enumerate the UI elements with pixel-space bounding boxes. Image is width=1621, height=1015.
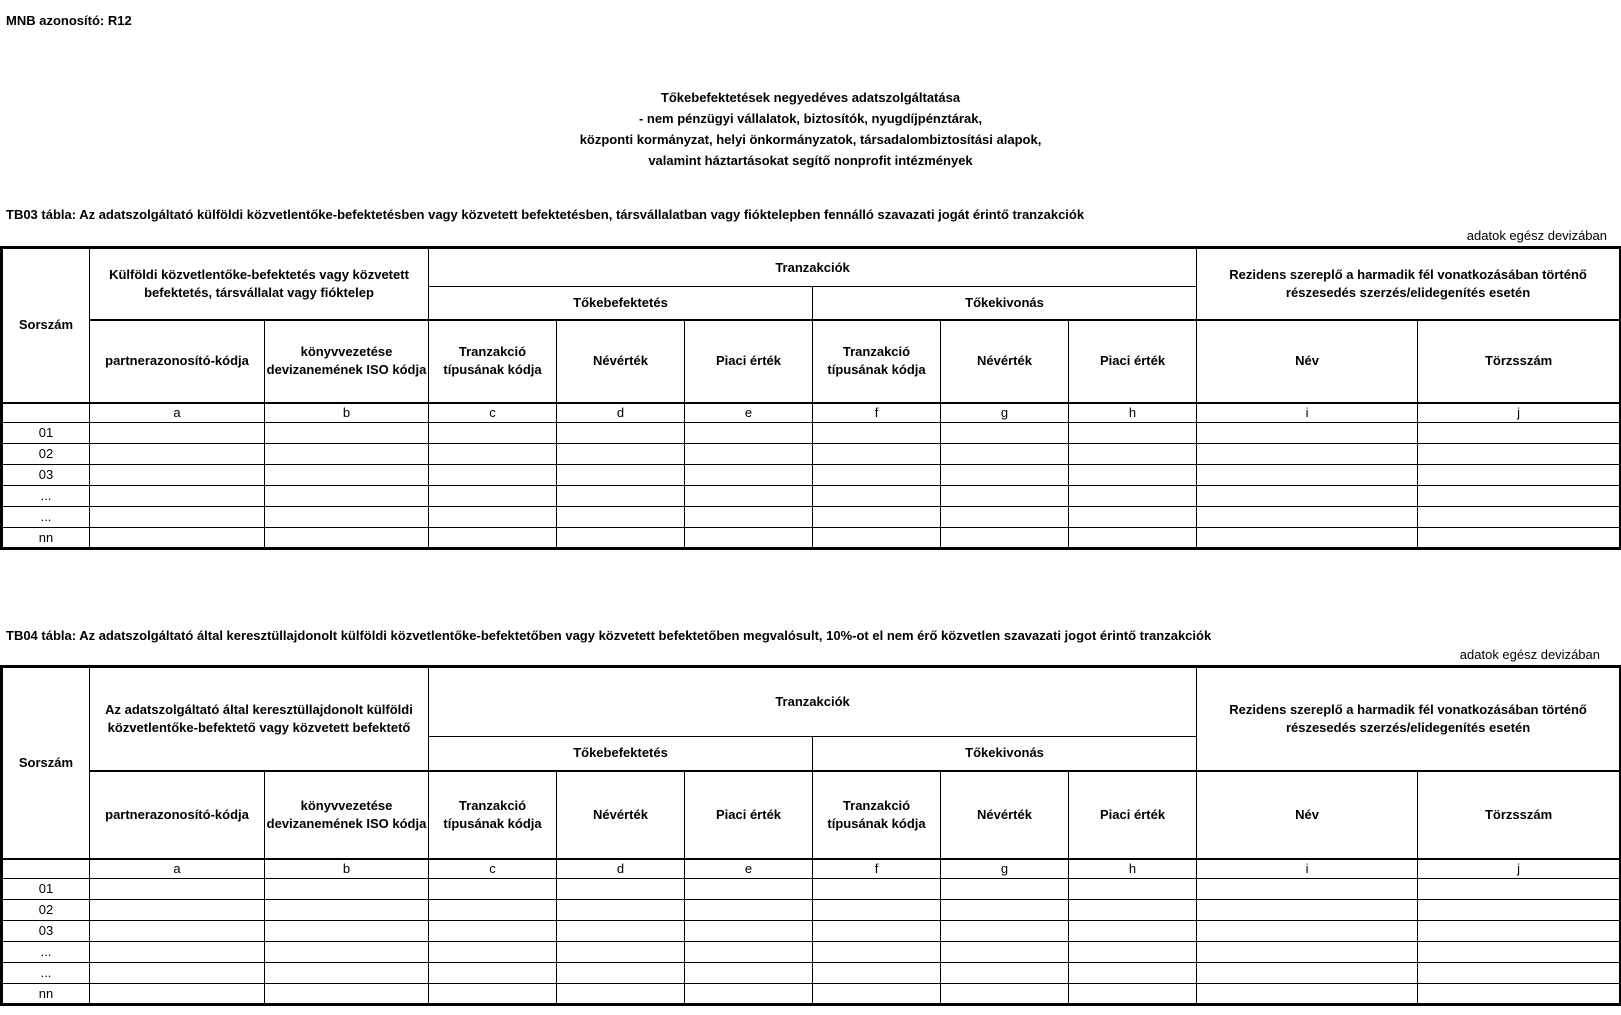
- data-cell[interactable]: [813, 486, 941, 507]
- data-cell[interactable]: [557, 444, 685, 465]
- data-cell[interactable]: [557, 465, 685, 486]
- data-cell[interactable]: [557, 984, 685, 1005]
- row-number: 01: [2, 423, 90, 444]
- col-header-h: Piaci érték: [1069, 771, 1197, 859]
- data-cell[interactable]: [429, 486, 557, 507]
- data-cell[interactable]: [429, 900, 557, 921]
- letter-cell: e: [685, 859, 813, 879]
- row-number: ...: [2, 942, 90, 963]
- data-cell[interactable]: [813, 900, 941, 921]
- col-header-c: Tranzakció típusának kódja: [429, 320, 557, 403]
- data-cell[interactable]: [941, 921, 1069, 942]
- data-cell[interactable]: [1418, 879, 1621, 900]
- data-cell[interactable]: [429, 879, 557, 900]
- data-cell[interactable]: [813, 942, 941, 963]
- col-header-g: Névérték: [941, 771, 1069, 859]
- data-cell[interactable]: [1418, 507, 1621, 528]
- data-cell[interactable]: [1069, 963, 1197, 984]
- data-cell[interactable]: [1069, 444, 1197, 465]
- col-header-c: Tranzakció típusának kódja: [429, 771, 557, 859]
- data-cell[interactable]: [1069, 942, 1197, 963]
- data-cell[interactable]: [813, 465, 941, 486]
- data-cell[interactable]: [941, 444, 1069, 465]
- data-cell[interactable]: [941, 879, 1069, 900]
- letter-cell: [2, 859, 90, 879]
- letter-cell: h: [1069, 859, 1197, 879]
- data-cell[interactable]: [685, 507, 813, 528]
- letter-cell: f: [813, 403, 941, 423]
- data-cell[interactable]: [1418, 942, 1621, 963]
- data-cell[interactable]: [557, 963, 685, 984]
- data-cell[interactable]: [557, 900, 685, 921]
- data-cell[interactable]: [813, 963, 941, 984]
- data-cell[interactable]: [557, 423, 685, 444]
- data-cell[interactable]: [1069, 984, 1197, 1005]
- data-cell[interactable]: [1069, 486, 1197, 507]
- data-cell[interactable]: [429, 921, 557, 942]
- data-cell[interactable]: [1197, 423, 1418, 444]
- tb04-title: TB04 tábla: Az adatszolgáltató által keresztüllajdonolt külföldi közvetlentőke-befektetőben vagy közvetett befektetőben megvalósult, 10%-ot el nem érő közvetlen szavazati jogot érintő tranzakciók: [6, 628, 1212, 643]
- data-cell[interactable]: [941, 465, 1069, 486]
- data-cell[interactable]: [1418, 444, 1621, 465]
- data-cell[interactable]: [557, 921, 685, 942]
- row-number: ...: [2, 507, 90, 528]
- col-header-j: Törzsszám: [1418, 771, 1621, 859]
- data-cell[interactable]: [265, 507, 429, 528]
- data-cell[interactable]: [557, 486, 685, 507]
- data-cell[interactable]: [265, 879, 429, 900]
- data-cell[interactable]: [265, 423, 429, 444]
- data-cell[interactable]: [265, 942, 429, 963]
- data-cell[interactable]: [685, 528, 813, 549]
- letter-cell: f: [813, 859, 941, 879]
- data-cell[interactable]: [685, 444, 813, 465]
- col-header-b: könyvvezetése devizanemének ISO kódja: [265, 320, 429, 403]
- data-cell[interactable]: [265, 921, 429, 942]
- row-number: 01: [2, 879, 90, 900]
- data-cell[interactable]: [813, 984, 941, 1005]
- data-cell[interactable]: [1069, 507, 1197, 528]
- data-cell[interactable]: [941, 423, 1069, 444]
- data-cell[interactable]: [813, 423, 941, 444]
- data-cell[interactable]: [1418, 921, 1621, 942]
- data-cell[interactable]: [813, 921, 941, 942]
- col-header-a: partnerazonosító-kódja: [90, 320, 265, 403]
- sorszam-header: Sorszám: [2, 667, 90, 859]
- data-cell[interactable]: [1197, 921, 1418, 942]
- data-cell[interactable]: [1418, 963, 1621, 984]
- data-cell[interactable]: [90, 921, 265, 942]
- data-cell[interactable]: [813, 528, 941, 549]
- partner-group-header: Az adatszolgáltató által keresztüllajdonolt külföldi közvetlentőke-befektető vagy közvetett befektető: [90, 667, 429, 771]
- data-cell[interactable]: [429, 963, 557, 984]
- data-cell[interactable]: [941, 984, 1069, 1005]
- data-cell[interactable]: [1069, 423, 1197, 444]
- col-header-e: Piaci érték: [685, 771, 813, 859]
- col-header-a: partnerazonosító-kódja: [90, 771, 265, 859]
- data-cell[interactable]: [429, 465, 557, 486]
- data-cell[interactable]: [1418, 984, 1621, 1005]
- row-number: nn: [2, 984, 90, 1005]
- data-cell[interactable]: [1197, 528, 1418, 549]
- letter-cell: g: [941, 403, 1069, 423]
- data-cell[interactable]: [1197, 486, 1418, 507]
- data-cell[interactable]: [685, 900, 813, 921]
- data-cell[interactable]: [90, 879, 265, 900]
- data-cell[interactable]: [1418, 900, 1621, 921]
- data-cell[interactable]: [557, 879, 685, 900]
- data-cell[interactable]: [813, 444, 941, 465]
- data-cell[interactable]: [1197, 879, 1418, 900]
- data-cell[interactable]: [90, 900, 265, 921]
- data-cell[interactable]: [685, 921, 813, 942]
- col-header-f: Tranzakció típusának kódja: [813, 320, 941, 403]
- row-number: nn: [2, 528, 90, 549]
- title-line: Tőkebefektetések negyedéves adatszolgáltatása: [660, 90, 961, 105]
- data-cell[interactable]: [1197, 942, 1418, 963]
- data-cell[interactable]: [941, 900, 1069, 921]
- data-cell[interactable]: [685, 984, 813, 1005]
- data-cell[interactable]: [557, 942, 685, 963]
- data-cell[interactable]: [90, 423, 265, 444]
- letter-cell: d: [557, 403, 685, 423]
- data-cell[interactable]: [1197, 984, 1418, 1005]
- letter-cell: c: [429, 859, 557, 879]
- title-line: - nem pénzügyi vállalatok, biztosítók, nyugdíjpénztárak,: [638, 111, 983, 126]
- letter-cell: e: [685, 403, 813, 423]
- sorszam-header: Sorszám: [2, 248, 90, 403]
- col-header-d: Névérték: [557, 771, 685, 859]
- data-cell[interactable]: [685, 963, 813, 984]
- data-cell[interactable]: [685, 879, 813, 900]
- title-line: központi kormányzat, helyi önkormányzatok, társadalombiztosítási alapok,: [579, 132, 1042, 147]
- data-cell[interactable]: [941, 507, 1069, 528]
- data-cell[interactable]: [90, 984, 265, 1005]
- data-cell[interactable]: [1418, 486, 1621, 507]
- data-cell[interactable]: [429, 942, 557, 963]
- data-cell[interactable]: [685, 942, 813, 963]
- data-cell[interactable]: [1418, 465, 1621, 486]
- document-title: [0, 87, 1621, 171]
- data-cell[interactable]: [1069, 528, 1197, 549]
- letter-cell: a: [90, 859, 265, 879]
- data-cell[interactable]: [1197, 900, 1418, 921]
- partner-group-header: Külföldi közvetlentőke-befektetés vagy közvetett befektetés, társvállalat vagy fióktelep: [90, 248, 429, 320]
- tb03-unit: adatok egész devizában: [1466, 228, 1607, 243]
- col-header-f: Tranzakció típusának kódja: [813, 771, 941, 859]
- data-cell[interactable]: [685, 465, 813, 486]
- data-cell[interactable]: [1197, 465, 1418, 486]
- data-cell[interactable]: [1197, 507, 1418, 528]
- letter-cell: b: [265, 859, 429, 879]
- data-cell[interactable]: [685, 486, 813, 507]
- tb03-table: [0, 246, 1621, 550]
- tokekivonas-header: Tőkekivonás: [813, 287, 1197, 320]
- data-cell[interactable]: [90, 942, 265, 963]
- data-cell[interactable]: [90, 444, 265, 465]
- row-number: 02: [2, 444, 90, 465]
- data-cell[interactable]: [265, 984, 429, 1005]
- data-cell[interactable]: [90, 486, 265, 507]
- data-cell[interactable]: [1069, 900, 1197, 921]
- data-cell[interactable]: [557, 528, 685, 549]
- data-cell[interactable]: [265, 465, 429, 486]
- col-header-g: Névérték: [941, 320, 1069, 403]
- col-header-b: könyvvezetése devizanemének ISO kódja: [265, 771, 429, 859]
- tokebefektetes-header: Tőkebefektetés: [429, 737, 813, 771]
- data-cell[interactable]: [265, 528, 429, 549]
- col-header-d: Névérték: [557, 320, 685, 403]
- row-number: 03: [2, 921, 90, 942]
- row-number: 02: [2, 900, 90, 921]
- tokekivonas-header: Tőkekivonás: [813, 737, 1197, 771]
- letter-cell: i: [1197, 859, 1418, 879]
- rezidens-header: Rezidens szereplő a harmadik fél vonatkozásában történő részesedés szerzés/elidegenítés esetén: [1197, 248, 1621, 320]
- data-cell[interactable]: [813, 879, 941, 900]
- data-cell[interactable]: [429, 984, 557, 1005]
- data-cell[interactable]: [685, 423, 813, 444]
- row-number: 03: [2, 465, 90, 486]
- data-cell[interactable]: [265, 444, 429, 465]
- letter-cell: i: [1197, 403, 1418, 423]
- tranzakciok-header: Tranzakciók: [429, 248, 1197, 287]
- data-cell[interactable]: [1069, 921, 1197, 942]
- data-cell[interactable]: [90, 507, 265, 528]
- tokebefektetes-header: Tőkebefektetés: [429, 287, 813, 320]
- mnb-identifier: MNB azonosító: R12: [6, 13, 132, 28]
- col-header-j: Törzsszám: [1418, 320, 1621, 403]
- letter-cell: h: [1069, 403, 1197, 423]
- letter-cell: j: [1418, 403, 1621, 423]
- letter-cell: j: [1418, 859, 1621, 879]
- letter-cell: [2, 403, 90, 423]
- data-cell[interactable]: [1197, 963, 1418, 984]
- letter-cell: b: [265, 403, 429, 423]
- title-line: valamint háztartásokat segítő nonprofit intézmények: [648, 153, 973, 168]
- rezidens-header: Rezidens szereplő a harmadik fél vonatkozásában történő részesedés szerzés/elidegenítés esetén: [1197, 667, 1621, 771]
- data-cell[interactable]: [429, 528, 557, 549]
- data-cell[interactable]: [1418, 528, 1621, 549]
- col-header-i: Név: [1197, 320, 1418, 403]
- data-cell[interactable]: [557, 507, 685, 528]
- data-cell[interactable]: [265, 486, 429, 507]
- data-cell[interactable]: [90, 963, 265, 984]
- data-cell[interactable]: [1197, 444, 1418, 465]
- row-number: ...: [2, 963, 90, 984]
- data-cell[interactable]: [941, 963, 1069, 984]
- data-cell[interactable]: [941, 486, 1069, 507]
- letter-cell: d: [557, 859, 685, 879]
- data-cell[interactable]: [1069, 465, 1197, 486]
- data-cell[interactable]: [813, 507, 941, 528]
- data-cell[interactable]: [1418, 423, 1621, 444]
- data-cell[interactable]: [90, 528, 265, 549]
- col-header-h: Piaci érték: [1069, 320, 1197, 403]
- col-header-i: Név: [1197, 771, 1418, 859]
- letter-cell: g: [941, 859, 1069, 879]
- data-cell[interactable]: [90, 465, 265, 486]
- row-number: ...: [2, 486, 90, 507]
- data-cell[interactable]: [941, 528, 1069, 549]
- data-cell[interactable]: [429, 444, 557, 465]
- data-cell[interactable]: [265, 963, 429, 984]
- data-cell[interactable]: [429, 507, 557, 528]
- letter-cell: c: [429, 403, 557, 423]
- tb04-unit: adatok egész devizában: [1459, 647, 1600, 662]
- data-cell[interactable]: [265, 900, 429, 921]
- col-header-e: Piaci érték: [685, 320, 813, 403]
- tranzakciok-header: Tranzakciók: [429, 667, 1197, 737]
- letter-cell: a: [90, 403, 265, 423]
- tb03-title: TB03 tábla: Az adatszolgáltató külföldi közvetlentőke-befektetésben vagy közvetett befektetésben, társvállalatban vagy fióktelepben fennálló szavazati jogát érintő tranzakciók: [6, 207, 1085, 222]
- data-cell[interactable]: [1069, 879, 1197, 900]
- tb04-table: [0, 665, 1621, 1006]
- data-cell[interactable]: [429, 423, 557, 444]
- data-cell[interactable]: [941, 942, 1069, 963]
